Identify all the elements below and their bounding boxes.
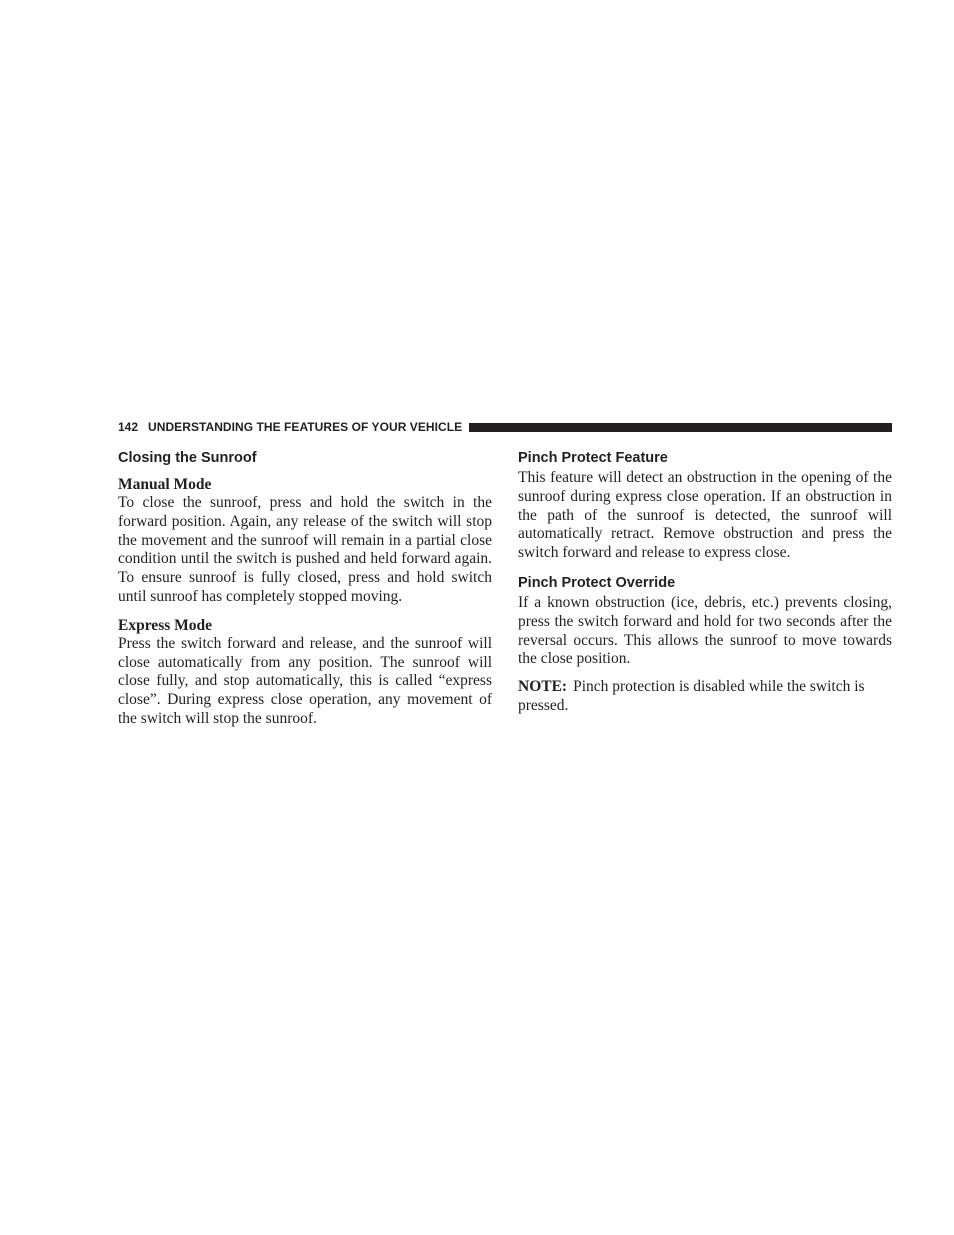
paragraph-manual-mode: To close the sunroof, press and hold the switch in the forward position. Again, any release of the switch will stop the movement and the sunroof will remain in a partial close condition until the switch is pushed and held forward again. To ensure sunroof is fully closed, press and hold switch until sunroof has completely stopped moving.	[118, 494, 492, 605]
section-title-closing-sunroof: Closing the Sunroof	[118, 450, 257, 466]
note-text: Pinch protection is disabled while the switch is pressed.	[518, 678, 865, 714]
heading-manual-mode: Manual Mode	[118, 476, 212, 493]
right-column	[518, 447, 892, 716]
heading-express-mode: Express Mode	[118, 616, 213, 634]
header-rule-bar	[469, 423, 892, 432]
paragraph-pinch-protect-override: If a known obstruction (ice, debris, etc.) prevents closing, press the switch forward and hold for two seconds after the reversal occurs. This allows the sunroof to move towards the close position.	[518, 593, 892, 668]
note-label: NOTE:	[518, 678, 568, 696]
page-header	[118, 419, 892, 435]
running-head: UNDERSTANDING THE FEATURES OF YOUR VEHICLE	[148, 420, 463, 434]
left-column	[118, 447, 492, 729]
paragraph-express-mode: Press the switch forward and release, and the sunroof will close automatically from any position. The sunroof will close fully, and stop automatically, this is called “express close”. During express close operation, any movement of the switch will stop the sunroof.	[118, 634, 492, 727]
paragraph-pinch-protect-feature: This feature will detect an obstruction in the opening of the sunroof during express close operation. If an obstruction in the path of the sunroof is detected, the sunroof will automatically retract. Remove obstruction and press the switch forward and release to express close.	[518, 469, 892, 562]
page-number: 142	[118, 420, 139, 434]
note-paragraph	[518, 678, 892, 716]
heading-pinch-protect-feature: Pinch Protect Feature	[518, 450, 668, 466]
heading-pinch-protect-override: Pinch Protect Override	[518, 574, 676, 591]
